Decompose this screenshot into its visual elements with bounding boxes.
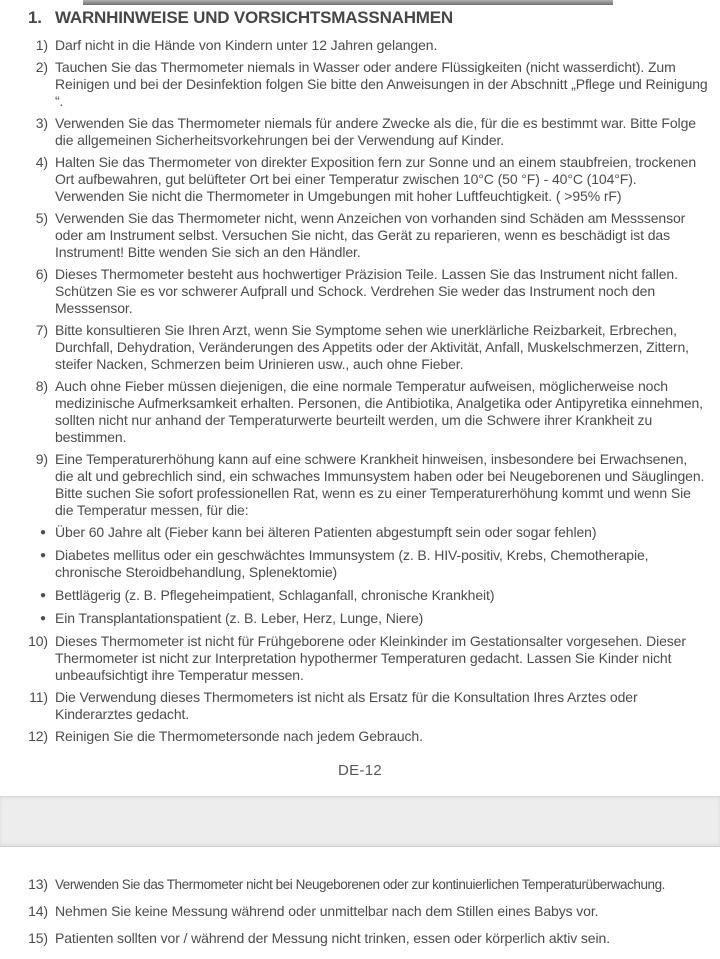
item-number: 4) xyxy=(35,154,48,170)
bullet-icon: ● xyxy=(40,613,46,624)
item-number: 11) xyxy=(29,689,48,705)
item-text: Darf nicht in die Hände von Kindern unter 12 Jahren gelangen. xyxy=(55,37,438,53)
item-text: Die Verwendung dieses Thermometers ist nicht als Ersatz für die Konsultation Ihres Arztes oder Kinderarztes gedacht. xyxy=(55,689,638,722)
page-label: DE-12 xyxy=(337,762,383,779)
item-text: Verwenden Sie das Thermometer niemals für andere Zwecke als die, für die es bestimmt war. Bitte Folge die allgemeinen Sicherheitsvorkehrungen bei der Verwendung auf Kinder. xyxy=(55,115,696,148)
item-text: Halten Sie das Thermometer von direkter Exposition fern zur Sonne und an einem staubfreien, trockenen Ort aufbewahren, gut belüfteter Ort bei einer Temperatur zwischen 10°C (50 °F) - 40°C (104°F). Verwenden Sie nicht die Thermometer in Umgebungen mit hoher Luftfeuchtigkeit. ( >95% rF) xyxy=(55,154,697,204)
page-content xyxy=(0,8,708,750)
item-text: Auch ohne Fieber müssen diejenigen, die eine normale Temperatur aufweisen, möglicherweise noch medizinische Aufmerksamkeit erhalten. Personen, die Antibiotika, Analgetika oder Antipyretika einnehmen, sollten nicht nur anhand der Temperaturwerte beurteilt werden, um die Schwere ihrer Krankheit zu bestimmen. xyxy=(55,378,703,445)
item-number: 10) xyxy=(28,633,48,649)
item-text: Eine Temperaturerhöhung kann auf eine schwere Krankheit hinweisen, insbesondere bei Erwachsenen, die alt und gebrechlich sind, ein schwaches Immunsystem haben oder bei Neugeborenen und Säuglingen. Bitte suchen Sie sofort professionellen Rat, wenn es zu einer Temperaturerhöhung kommt und wenn Sie die Temperatur messen, für die: xyxy=(55,451,705,518)
item-number: 8) xyxy=(35,378,48,394)
section-title xyxy=(0,8,708,28)
item-number: 9) xyxy=(35,451,48,467)
item-text: Bitte konsultieren Sie Ihren Arzt, wenn Sie Symptome sehen wie unerklärliche Reizbarkeit, Erbrechen, Durchfall, Dehydration, Veränderungen des Appetits oder der Aktivität, Anfall, Muskelschmerzen, Zittern, steifer Nacken, Schmerzen beim Urinieren usw., auch ohne Fieber. xyxy=(55,322,689,372)
item-number: 13) xyxy=(28,876,48,892)
bullet-icon: ● xyxy=(40,590,46,601)
bullet-text: Über 60 Jahre alt (Fieber kann bei älteren Patienten abgestumpft sein oder sogar fehlen) xyxy=(55,524,597,540)
warning-item xyxy=(0,633,708,684)
warning-item xyxy=(0,266,708,317)
section-number: 1. xyxy=(28,8,42,27)
risk-bullet-item xyxy=(0,524,708,541)
risk-bullet-item xyxy=(0,547,708,581)
warning-item xyxy=(0,451,708,519)
next-page-content xyxy=(0,876,708,957)
bullet-text: Bettlägerig (z. B. Pflegeheimpatient, Schlaganfall, chronische Krankheit) xyxy=(55,587,495,603)
warning-item xyxy=(0,322,708,373)
item-text: Dieses Thermometer ist nicht für Frühgeborene oder Kleinkinder im Gestationsalter vorgesehen. Dieser Thermometer ist nicht zur Interpretation hypothermer Temperaturen gedacht. Lassen Sie Kinder nicht unbeaufsichtigt ihre Temperatur messen. xyxy=(55,633,686,683)
bullet-icon: ● xyxy=(40,527,46,538)
item-number: 2) xyxy=(35,59,48,75)
bullet-text: Ein Transplantationspatient (z. B. Leber, Herz, Lunge, Niere) xyxy=(55,610,424,626)
risk-bullet-item xyxy=(0,587,708,604)
page-break-band xyxy=(0,796,720,847)
warning-item xyxy=(0,154,708,205)
item-number: 7) xyxy=(35,322,48,338)
section-title-text: WARNHINWEISE UND VORSICHTSMASSNAHMEN xyxy=(55,8,453,27)
warning-item xyxy=(0,728,708,745)
warning-item xyxy=(0,378,708,446)
item-text: Nehmen Sie keine Messung während oder unmittelbar nach dem Stillen eines Babys vor. xyxy=(55,903,599,919)
warning-item xyxy=(0,689,708,723)
warning-item xyxy=(0,115,708,149)
warning-item xyxy=(0,930,708,947)
item-text: Patienten sollten vor / während der Messung nicht trinken, essen oder körperlich aktiv sein. xyxy=(55,930,610,946)
item-text: Verwenden Sie das Thermometer nicht bei Neugeborenen oder zur kontinuierlichen Temperaturüberwachung. xyxy=(55,877,665,892)
item-number: 6) xyxy=(35,266,48,282)
bullet-text: Diabetes mellitus oder ein geschwächtes Immunsystem (z. B. HIV-positiv, Krebs, Chemotherapie, chronische Steroidbehandlung, Splenektomie) xyxy=(55,547,649,580)
item-text: Verwenden Sie das Thermometer nicht, wenn Anzeichen von vorhanden sind Schäden am Messsensor oder am Instrument selbst. Versuchen Sie nicht, das Gerät zu reparieren, wenn es beschädigt ist das Instrument! Bitte wenden Sie sich an den Händler. xyxy=(55,210,686,260)
bullet-icon: ● xyxy=(40,550,46,561)
warning-item xyxy=(0,37,708,54)
item-number: 5) xyxy=(35,210,48,226)
warning-item xyxy=(0,876,708,893)
item-number: 14) xyxy=(28,903,48,919)
warning-item xyxy=(0,59,708,110)
item-text: Reinigen Sie die Thermometersonde nach jedem Gebrauch. xyxy=(55,728,423,744)
header-bar-remnant xyxy=(83,0,613,5)
item-text: Dieses Thermometer besteht aus hochwertiger Präzision Teile. Lassen Sie das Instrument nicht fallen. Schützen Sie es vor schwerer Aufprall und Schock. Verdrehen Sie weder das Instrument noch den Messsensor. xyxy=(55,266,678,316)
item-number: 3) xyxy=(35,115,48,131)
item-number: 12) xyxy=(28,728,48,744)
warning-item xyxy=(0,903,708,920)
warning-item xyxy=(0,210,708,261)
item-number: 1) xyxy=(35,37,48,53)
item-text: Tauchen Sie das Thermometer niemals in Wasser oder andere Flüssigkeiten (nicht wasserdicht). Zum Reinigen und bei der Desinfektion folgen Sie bitte den Anweisungen in der Abschnitt „Pflege und Reinigung “. xyxy=(55,59,708,109)
risk-bullet-item xyxy=(0,610,708,627)
item-number: 15) xyxy=(28,930,48,946)
